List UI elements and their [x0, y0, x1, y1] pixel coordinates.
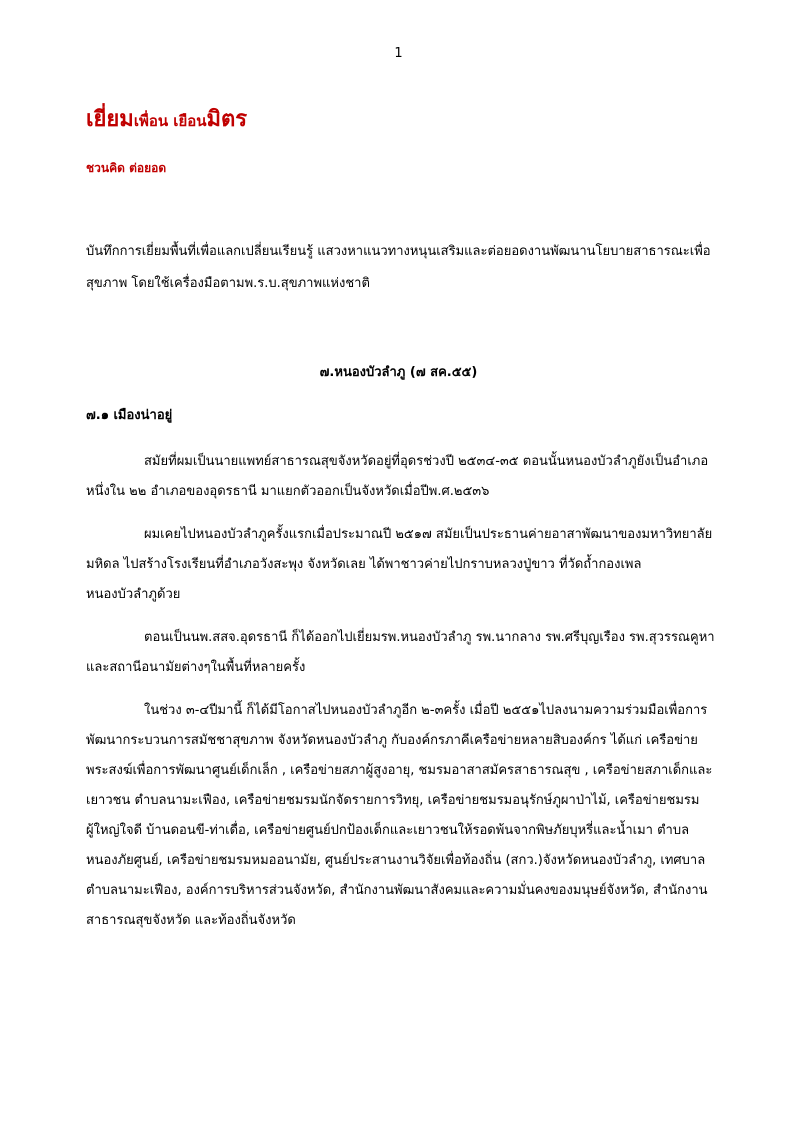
intro-paragraph: บันทึกการเยี่ยมพื้นที่เพื่อแลกเปลี่ยนเรียนรู้ แสวงหาแนวทางหนุนเสริมและต่อยอดงานพัฒนานโยบายสาธารณะเพื่อสุขภาพ โดยใช้เครื่องมือตามพ.ร.บ.สุขภาพแห่งชาติ [86, 244, 711, 291]
title-part-3: มิตร [206, 107, 248, 132]
page-number: 1 [394, 46, 403, 61]
section-heading: ๗.หนองบัวลำภู (๗ สค.๕๕) [319, 365, 478, 380]
author-line: ชวนคิด ต่อยอด [86, 161, 167, 175]
title-part-1: เยี่ยม [86, 107, 134, 132]
title-part-2: เพื่อน เยือน [133, 112, 207, 130]
body-paragraph: สมัยที่ผมเป็นนายแพทย์สาธารณสุขจังหวัดอยู่ที่อุดรช่วงปี ๒๕๓๔-๓๕ ตอนนั้นหนองบัวลำภูยังเป็นอำเภอหนึ่งใน ๒๒ อำเภอของอุดรธานี มาแยกตัวออกเป็นจังหวัดเมื่อปีพ.ศ.๒๕๓๖ [86, 454, 709, 499]
body-paragraph: ผมเคยไปหนองบัวลำภูครั้งแรกเมื่อประมาณปี ๒๕๑๗ สมัยเป็นประธานค่ายอาสาพัฒนาของมหาวิทยาลัยมหิดล ไปสร้างโรงเรียนที่อำเภอวังสะพุง จังหวัดเลย ได้พาชาวค่ายไปกราบหลวงปู่ขาว ที่วัดถ้ำกองเพล หนองบัวลำภูด้วย [86, 527, 713, 602]
body-paragraph: ในช่วง ๓-๔ปีมานี้ ก็ได้มีโอกาสไปหนองบัวลำภูอีก ๒-๓ครั้ง เมื่อปี ๒๕๕๑ไปลงนามความร่วมมือเพื่อการพัฒนากระบวนการสมัชชาสุขภาพ จังหวัดหนองบัวลำภู กับองค์กรภาคีเครือข่ายหลายสิบองค์กร ได้แก่ เครือข่ายพระสงฆ์เพื่อการพัฒนาศูนย์เด็กเล็ก , เครือข่ายสภาผู้สูงอายุ, ชมรมอาสาสมัครสาธารณสุข , เครือข่ายสภาเด็กและเยาวชน ตำบลนามะเฟือง, เครือข่ายชมรมนักจัดรายการวิทยุ, เครือข่ายชมรมอนุรักษ์ภูผาป่าไม้, เครือข่ายชมรมผู้ใหญ่ใจดี บ้านดอนขี-ท่าเดื่อ, เครือข่ายศูนย์ปกป้องเด็กและเยาวชนให้รอดพ้นจากพิษภัยบุหรี่และน้ำเมา ตำบลหนองภัยศูนย์, เครือข่ายชมรมหมออนามัย, ศูนย์ประสานงานวิจัยเพื่อท้องถิ่น (สกว.)จังหวัดหนองบัวลำภู, เทศบาลตำบลนามะเฟือง, องค์การบริหารส่วนจังหวัด, สำนักงานพัฒนาสังคมและความมั่นคงของมนุษย์จังหวัด, สำนักงานสาธารณสุขจังหวัด และท้องถิ่นจังหวัด [86, 703, 713, 928]
document-title [86, 101, 247, 135]
sub-heading: ๗.๑ เมืองน่าอยู่ [86, 408, 173, 423]
body-paragraph: ตอนเป็นนพ.สสจ.อุดรธานี ก็ได้ออกไปเยี่ยมรพ.หนองบัวลำภู รพ.นากลาง รพ.ศรีบุญเรือง รพ.สุวรรณคูหา และสถานีอนามัยต่างๆในพื้นที่หลายครั้ง [86, 630, 715, 675]
body-text [86, 447, 716, 949]
